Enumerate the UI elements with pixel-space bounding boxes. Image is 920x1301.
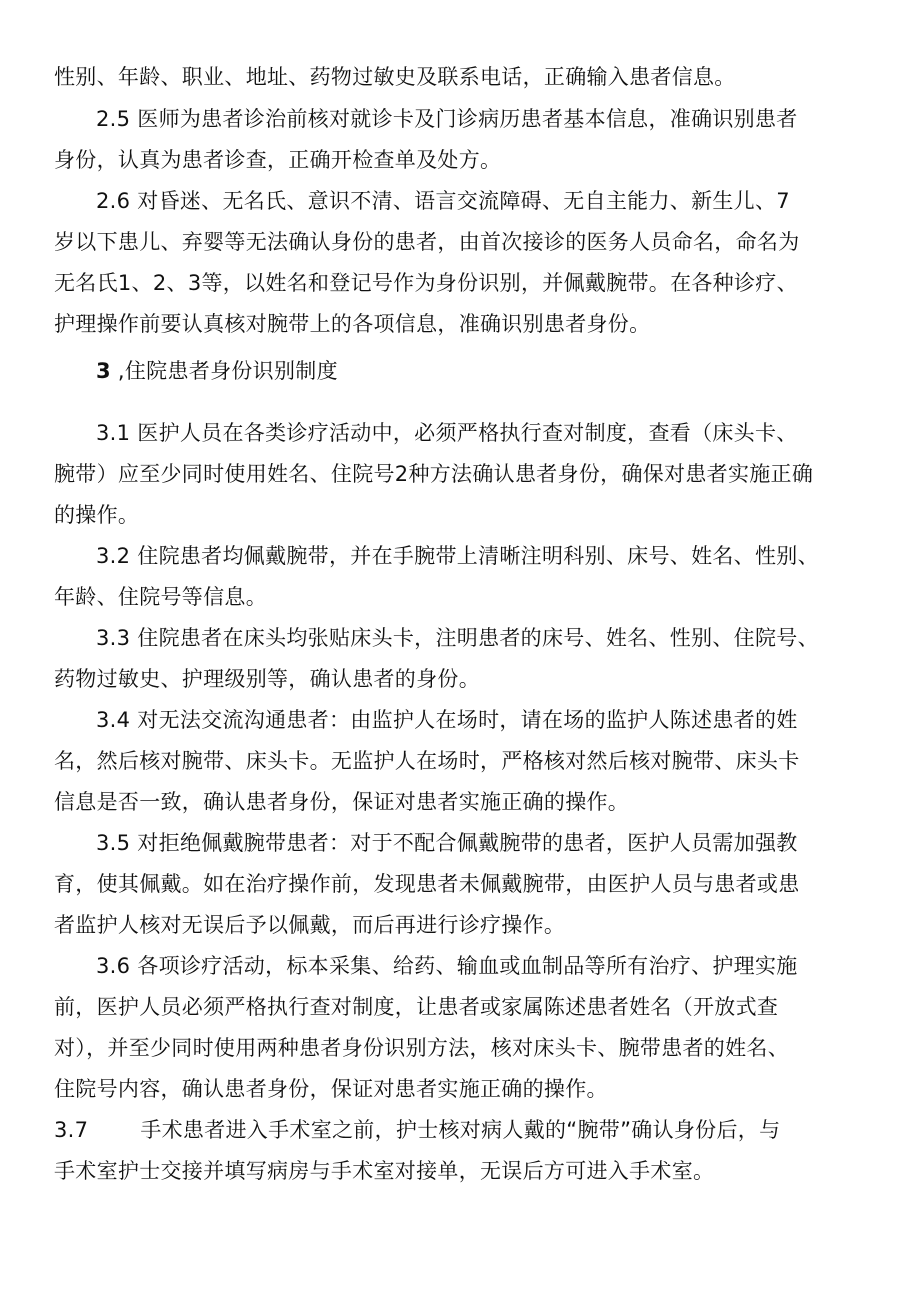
section-3-3-line-2: 药物过敏史、护理级别等，确认患者的身份。 (54, 667, 480, 691)
section-2-6-line-2: 岁以下患儿、弃婴等无法确认身份的患者，由首次接诊的医务人员命名，命名为 (54, 230, 800, 254)
section-3-7-number: 3.7 (54, 1118, 89, 1142)
section-3-7-line-1 (54, 1115, 780, 1145)
section-3-1-line-1: 3.1 医护人员在各类诊疗活动中，必须严格执行查对制度，查看（床头卡、 (96, 421, 798, 445)
section-3-1-line-3: 的操作。 (54, 503, 140, 527)
section-3-7-line-2: 手术室护士交接并填写病房与手术室对接单，无误后方可进入手术室。 (54, 1159, 715, 1183)
section-2-6-line-3: 无名氏1、2、3等，以姓名和登记号作为身份识别，并佩戴腕带。在各种诊疗、 (54, 271, 798, 295)
section-3-5-line-3: 者监护人核对无误后予以佩戴，而后再进行诊疗操作。 (54, 913, 566, 937)
section-3-2-line-2: 年龄、住院号等信息。 (54, 585, 267, 609)
section-3-7-text: 手术患者进入手术室之前，护士核对病人戴的“腕带”确认身份后，与 (140, 1118, 781, 1142)
section-3-4-line-1: 3.4 对无法交流沟通患者：由监护人在场时，请在场的监护人陈述患者的姓 (96, 708, 798, 732)
section-2-6-line-1: 2.6 对昏迷、无名氏、意识不清、语言交流障碍、无自主能力、新生儿、7 (96, 189, 790, 213)
section-3-4-line-3: 信息是否一致，确认患者身份，保证对患者实施正确的操作。 (54, 790, 630, 814)
section-2-5-line-2: 身份，认真为患者诊查，正确开检查单及处方。 (54, 148, 502, 172)
section-3-1-line-2: 腕带）应至少同时使用姓名、住院号2种方法确认患者身份，确保对患者实施正确 (54, 462, 814, 486)
section-3-title: ,住院患者身份识别制度 (110, 359, 338, 383)
section-3-6-line-2: 前，医护人员必须严格执行查对制度，让患者或家属陈述患者姓名（开放式查 (54, 995, 779, 1019)
section-3-4-line-2: 名，然后核对腕带、床头卡。无监护人在场时，严格核对然后核对腕带、床头卡 (54, 749, 800, 773)
text-line: 性别、年龄、职业、地址、药物过敏史及联系电话，正确输入患者信息。 (54, 65, 736, 89)
section-3-5-line-1: 3.5 对拒绝佩戴腕带患者：对于不配合佩戴腕带的患者，医护人员需加强教 (96, 831, 798, 855)
section-3-6-line-1: 3.6 各项诊疗活动，标本采集、给药、输血或血制品等所有治疗、护理实施 (96, 954, 798, 978)
section-3-6-line-4: 住院号内容，确认患者身份，保证对患者实施正确的操作。 (54, 1077, 608, 1101)
section-3-5-line-2: 育，使其佩戴。如在治疗操作前，发现患者未佩戴腕带，由医护人员与患者或患 (54, 872, 800, 896)
section-2-6-line-4: 护理操作前要认真核对腕带上的各项信息，准确识别患者身份。 (54, 312, 651, 336)
section-3-2-line-1: 3.2 住院患者均佩戴腕带，并在手腕带上清晰注明科别、床号、姓名、性别、 (96, 544, 819, 568)
section-3-3-line-1: 3.3 住院患者在床头均张贴床头卡，注明患者的床号、姓名、性别、住院号、 (96, 626, 819, 650)
section-3-6-line-3: 对），并至少同时使用两种患者身份识别方法，核对床头卡、腕带患者的姓名、 (54, 1036, 789, 1060)
section-2-5-line-1: 2.5 医师为患者诊治前核对就诊卡及门诊病历患者基本信息，准确识别患者 (96, 107, 798, 131)
section-3-heading (96, 356, 338, 386)
section-3-number: 3 (96, 359, 111, 383)
